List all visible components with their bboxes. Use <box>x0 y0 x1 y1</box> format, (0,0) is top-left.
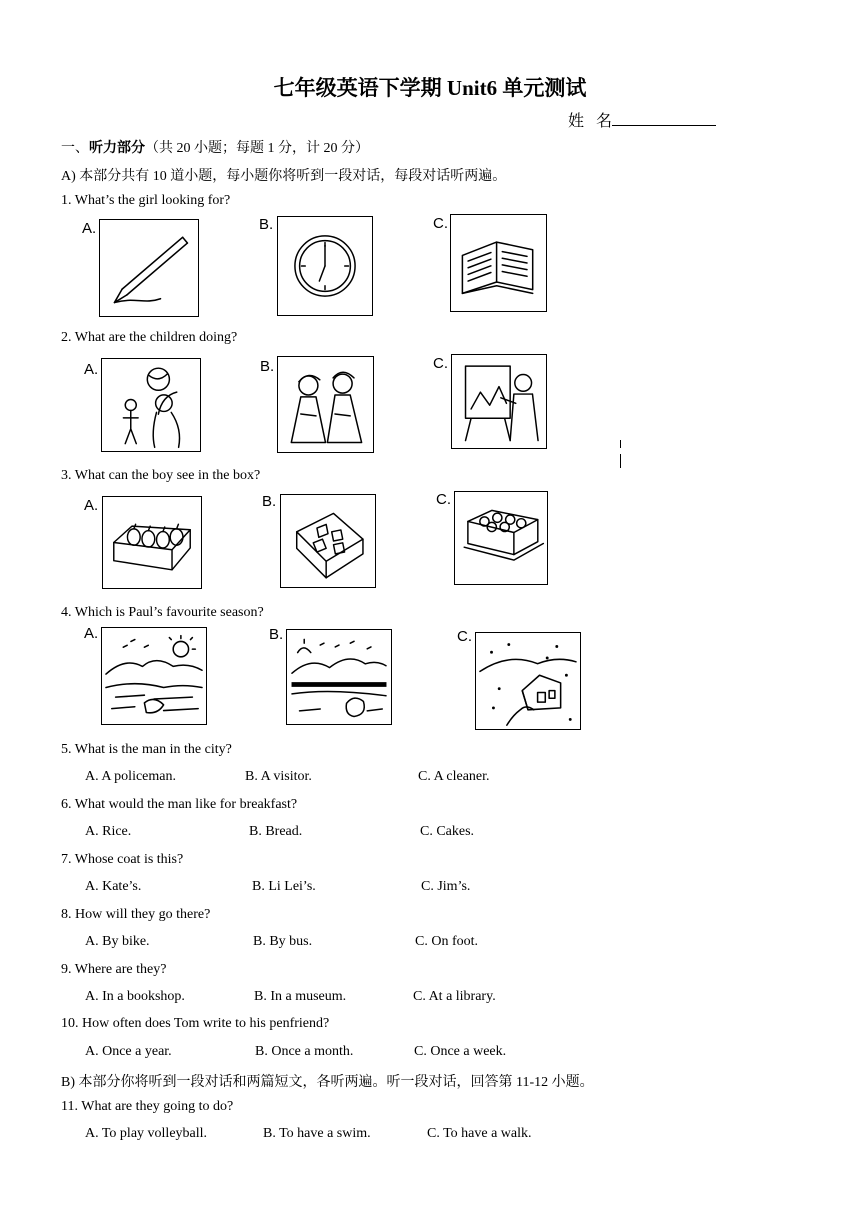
winter-house-icon[interactable] <box>475 632 581 730</box>
part-b-instruction: B) 本部分你将听到一段对话和两篇短文，各听两遍。听一段对话，回答第 11-12 小题。 <box>61 1075 594 1090</box>
q2-option-a-label: A. <box>84 361 99 378</box>
autumn-landscape-icon[interactable] <box>286 629 392 725</box>
q2-option-b-label: B. <box>260 358 275 375</box>
question-11: 11. What are they going to do? <box>61 1099 234 1114</box>
q11-option-c[interactable]: C. To have a walk. <box>427 1126 532 1141</box>
question-3: 3. What can the boy see in the box? <box>61 468 261 483</box>
question-4: 4. Which is Paul’s favourite season? <box>61 605 264 620</box>
question-6: 6. What would the man like for breakfast? <box>61 797 298 812</box>
q1-option-b-label: B. <box>259 216 274 233</box>
q8-option-b[interactable]: B. By bus. <box>253 934 313 949</box>
question-5: 5. What is the man in the city? <box>61 742 232 757</box>
scan-mark <box>620 440 621 448</box>
box-of-sweets-icon[interactable] <box>280 494 376 588</box>
q11-option-a[interactable]: A. To play volleyball. <box>85 1126 208 1141</box>
box-of-cakes-icon[interactable] <box>454 491 548 585</box>
q8-option-a[interactable]: A. By bike. <box>85 934 150 949</box>
q3-option-b-label: B. <box>262 493 277 510</box>
question-7: 7. Whose coat is this? <box>61 852 184 867</box>
q10-option-c[interactable]: C. Once a week. <box>414 1044 507 1059</box>
part-a-instruction: A) 本部分共有 10 道小题，每小题你将听到一段对话，每段对话听两遍。 <box>61 169 507 184</box>
q1-option-c-label: C. <box>433 215 448 232</box>
q3-option-c-label: C. <box>436 491 451 508</box>
q11-option-b[interactable]: B. To have a swim. <box>263 1126 371 1141</box>
clock-icon[interactable] <box>277 216 373 316</box>
q1-option-a-label: A. <box>82 220 97 237</box>
q4-option-b-label: B. <box>269 626 284 643</box>
question-8: 8. How will they go there? <box>61 907 211 922</box>
singing-icon[interactable] <box>277 356 374 453</box>
section-heading <box>61 137 369 157</box>
question-1: 1. What’s the girl looking for? <box>61 193 231 208</box>
summer-landscape-icon[interactable] <box>101 627 207 725</box>
pencil-icon[interactable] <box>99 219 199 317</box>
q9-option-c[interactable]: C. At a library. <box>413 989 496 1004</box>
q5-option-c[interactable]: C. A cleaner. <box>418 769 490 784</box>
question-10: 10. How often does Tom write to his penfriend? <box>61 1016 330 1031</box>
q6-option-b[interactable]: B. Bread. <box>249 824 303 839</box>
q4-option-a-label: A. <box>84 625 99 642</box>
q7-option-c[interactable]: C. Jim’s. <box>421 879 471 894</box>
section-title: 听力部分 <box>89 141 145 156</box>
name-blank-line <box>612 125 716 126</box>
q10-option-a[interactable]: A. Once a year. <box>85 1044 172 1059</box>
q4-option-c-label: C. <box>457 628 472 645</box>
name-label: 姓 名 <box>568 113 617 130</box>
q2-option-c-label: C. <box>433 355 448 372</box>
q5-option-b[interactable]: B. A visitor. <box>245 769 312 784</box>
drawing-icon[interactable] <box>451 354 547 449</box>
q10-option-b[interactable]: B. Once a month. <box>255 1044 354 1059</box>
section-note: （共 20 小题；每题 1 分，计 20 分） <box>145 141 369 156</box>
question-2: 2. What are the children doing? <box>61 330 238 345</box>
q3-option-a-label: A. <box>84 497 99 514</box>
playing-ball-icon[interactable] <box>101 358 201 452</box>
q9-option-a[interactable]: A. In a bookshop. <box>85 989 185 1004</box>
q5-option-a[interactable]: A. A policeman. <box>85 769 176 784</box>
q6-option-a[interactable]: A. Rice. <box>85 824 132 839</box>
q6-option-c[interactable]: C. Cakes. <box>420 824 475 839</box>
q9-option-b[interactable]: B. In a museum. <box>254 989 347 1004</box>
page-title: 七年级英语下学期 Unit6 单元测试 <box>273 76 587 100</box>
q7-option-b[interactable]: B. Li Lei’s. <box>252 879 316 894</box>
scan-mark <box>620 454 621 468</box>
box-of-pears-icon[interactable] <box>102 496 202 589</box>
book-icon[interactable] <box>450 214 547 312</box>
section-prefix: 一、 <box>61 141 89 156</box>
question-9: 9. Where are they? <box>61 962 167 977</box>
q7-option-a[interactable]: A. Kate’s. <box>85 879 142 894</box>
q8-option-c[interactable]: C. On foot. <box>415 934 478 949</box>
